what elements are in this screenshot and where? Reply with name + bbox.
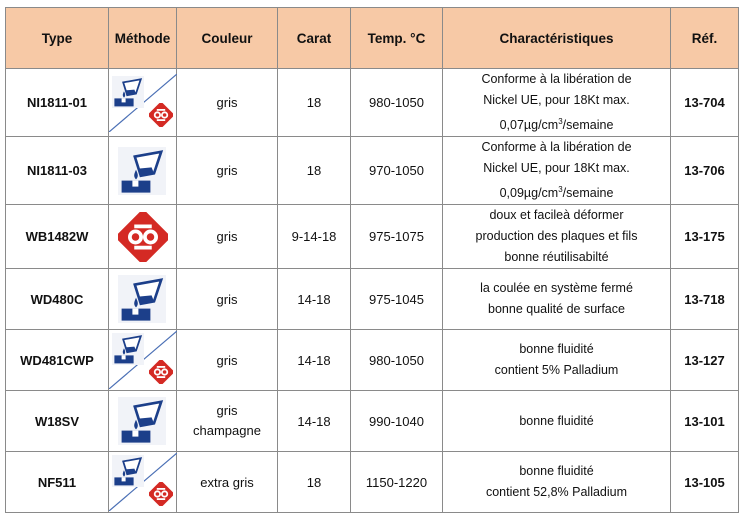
chars-line: Conforme à la libération de xyxy=(481,72,632,86)
table-row xyxy=(6,137,739,205)
cell-ref: 13-105 xyxy=(671,452,739,513)
cell-ref: 13-175 xyxy=(671,205,739,269)
cell-temp: 975-1075 xyxy=(351,205,443,269)
couleur-line: champagne xyxy=(193,423,261,439)
cell-ref: 13-101 xyxy=(671,391,739,452)
cell-ref: 13-704 xyxy=(671,69,739,137)
chars-line: la coulée en système fermé xyxy=(480,281,633,296)
table-row xyxy=(6,391,739,452)
table-row xyxy=(6,269,739,330)
cell-carat: 14-18 xyxy=(278,269,351,330)
cell-methode xyxy=(109,391,177,452)
cell-caracteristiques xyxy=(443,330,671,391)
header-ref: Réf. xyxy=(671,8,739,69)
cell-type: W18SV xyxy=(6,391,109,452)
cell-temp: 970-1050 xyxy=(351,137,443,205)
cell-methode xyxy=(109,330,177,391)
cell-ref: 13-706 xyxy=(671,137,739,205)
chars-line: bonne qualité de surface xyxy=(488,302,625,317)
cell-couleur: gris xyxy=(177,330,278,391)
cell-temp: 990-1040 xyxy=(351,391,443,452)
cell-type: WB1482W xyxy=(6,205,109,269)
pour-icon xyxy=(118,275,166,323)
cell-carat: 18 xyxy=(278,452,351,513)
cell-caracteristiques xyxy=(443,391,671,452)
cell-caracteristiques xyxy=(443,137,671,205)
cell-methode xyxy=(109,269,177,330)
pour-icon xyxy=(118,397,166,445)
chars-line: Conforme à la libération de xyxy=(481,140,632,155)
cell-type: WD481CWP xyxy=(6,330,109,391)
table-row xyxy=(6,452,739,513)
chars-line: bonne réutilisabilté xyxy=(504,250,609,265)
header-temp: Temp. °C xyxy=(351,8,443,69)
table-row xyxy=(6,205,739,269)
cell-couleur: gris xyxy=(177,69,278,137)
cell-caracteristiques xyxy=(443,205,671,269)
cell-caracteristiques xyxy=(443,452,671,513)
header-methode: Méthode xyxy=(109,8,177,69)
cell-couleur: gris xyxy=(177,205,278,269)
chars-line: Nickel UE, pour 18Kt max. xyxy=(483,161,630,176)
header-type: Type xyxy=(6,8,109,69)
chars-line: production des plaques et fils xyxy=(475,229,638,244)
cell-carat: 14-18 xyxy=(278,391,351,452)
cell-couleur: extra gris xyxy=(177,452,278,513)
cell-ref: 13-718 xyxy=(671,269,739,330)
sprue-icon xyxy=(149,360,173,384)
pour-icon xyxy=(112,76,144,108)
cell-couleur: gris xyxy=(177,269,278,330)
cell-carat: 18 xyxy=(278,69,351,137)
cell-type: NI1811-01 xyxy=(6,69,109,137)
cell-temp: 975-1045 xyxy=(351,269,443,330)
header-couleur: Couleur xyxy=(177,8,278,69)
table-row xyxy=(6,330,739,391)
cell-ref: 13-127 xyxy=(671,330,739,391)
pour-icon xyxy=(112,333,144,365)
pour-icon xyxy=(118,147,166,195)
cell-couleur: gris xyxy=(177,137,278,205)
cell-caracteristiques xyxy=(443,69,671,137)
cell-carat: 14-18 xyxy=(278,330,351,391)
cell-type: NF511 xyxy=(6,452,109,513)
cell-temp: 980-1050 xyxy=(351,330,443,391)
cell-methode xyxy=(109,452,177,513)
chars-line: contient 52,8% Palladium xyxy=(485,485,628,500)
cell-methode xyxy=(109,69,177,137)
cell-type: WD480C xyxy=(6,269,109,330)
cell-temp: 1150-1220 xyxy=(351,452,443,513)
cell-carat: 18 xyxy=(278,137,351,205)
chars-line: bonne fluidité xyxy=(519,342,594,357)
sprue-icon xyxy=(118,212,168,262)
cell-couleur xyxy=(177,391,278,452)
pour-icon xyxy=(112,455,144,487)
table-row xyxy=(6,69,739,137)
chars-line: doux et facileà déformer xyxy=(489,208,624,223)
chars-line: $0,07\mu g/cm^3$/semaine xyxy=(499,117,614,133)
alloy-table xyxy=(5,7,739,513)
chars-line: bonne fluidité xyxy=(519,413,594,428)
cell-caracteristiques xyxy=(443,269,671,330)
cell-methode xyxy=(109,137,177,205)
couleur-line: gris xyxy=(216,403,238,419)
chars-line: bonne fluidité xyxy=(519,464,594,479)
chars-line: $0,09\mu g/cm^3$/semaine xyxy=(499,185,614,201)
header-row xyxy=(6,8,739,69)
header-carat: Carat xyxy=(278,8,351,69)
header-caracteristiques: Charactéristiques xyxy=(443,8,671,69)
cell-methode xyxy=(109,205,177,269)
cell-carat: 9-14-18 xyxy=(278,205,351,269)
cell-type: NI1811-03 xyxy=(6,137,109,205)
chars-line: Nickel UE, pour 18Kt max. xyxy=(483,93,630,107)
chars-line: contient 5% Palladium xyxy=(494,363,619,378)
sprue-icon xyxy=(149,103,173,127)
cell-temp: 980-1050 xyxy=(351,69,443,137)
